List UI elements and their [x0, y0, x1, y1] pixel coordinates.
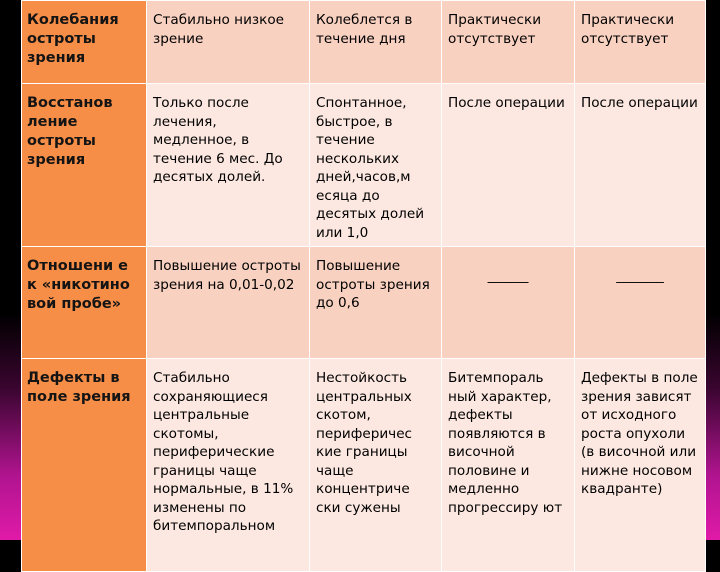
table-row [22, 84, 706, 247]
table-cell: Только после лечения, медленное, в течение 6 мес. До десятых долей. [147, 84, 310, 247]
table-row [22, 247, 706, 359]
row-header: Дефекты в поле зрения [22, 359, 147, 572]
table-cell: Спонтанное, быстрое, в течение нескольких дней,часов,м есяца до десятых долей или 1,0 [310, 84, 442, 247]
table-cell: Повышение остроты зрения до 0,6 [310, 247, 442, 359]
table-cell [442, 247, 575, 359]
table-cell: Практически отсутствует [442, 1, 575, 84]
table-cell: Стабильно сохраняющиеся центральные скотомы, периферические границы чаще нормальные, в 11% изменены по битемпоральном [147, 359, 310, 572]
table-cell: После операции [442, 84, 575, 247]
table-cell: Повышение остроты зрения на 0,01-0,02 [147, 247, 310, 359]
table-cell: Дефекты в поле зрения зависят от исходного роста опухоли (в височной или нижне носовом квадранте) [575, 359, 706, 572]
table-cell: Битемпораль ный характер, дефекты появляются в височной половине и медленно прогрессиру ют [442, 359, 575, 572]
comparison-table [21, 0, 706, 572]
table-cell: Нестойкость центральных скотом, периферичес кие границы чаще концентриче ски сужены [310, 359, 442, 572]
table-cell: Практически отсутствует [575, 1, 706, 84]
table-row [22, 1, 706, 84]
table-cell: Стабильно низкое зрение [147, 1, 310, 84]
table-cell: После операции [575, 84, 706, 247]
row-header: Отношени е к «никотино вой пробе» [22, 247, 147, 359]
dash-placeholder: ______ [487, 268, 529, 284]
dash-placeholder: _______ [616, 268, 664, 284]
row-header: Колебания остроты зрения [22, 1, 147, 84]
table-cell: Колеблется в течение дня [310, 1, 442, 84]
table-cell [575, 247, 706, 359]
row-header: Восстанов ление остроты зрения [22, 84, 147, 247]
